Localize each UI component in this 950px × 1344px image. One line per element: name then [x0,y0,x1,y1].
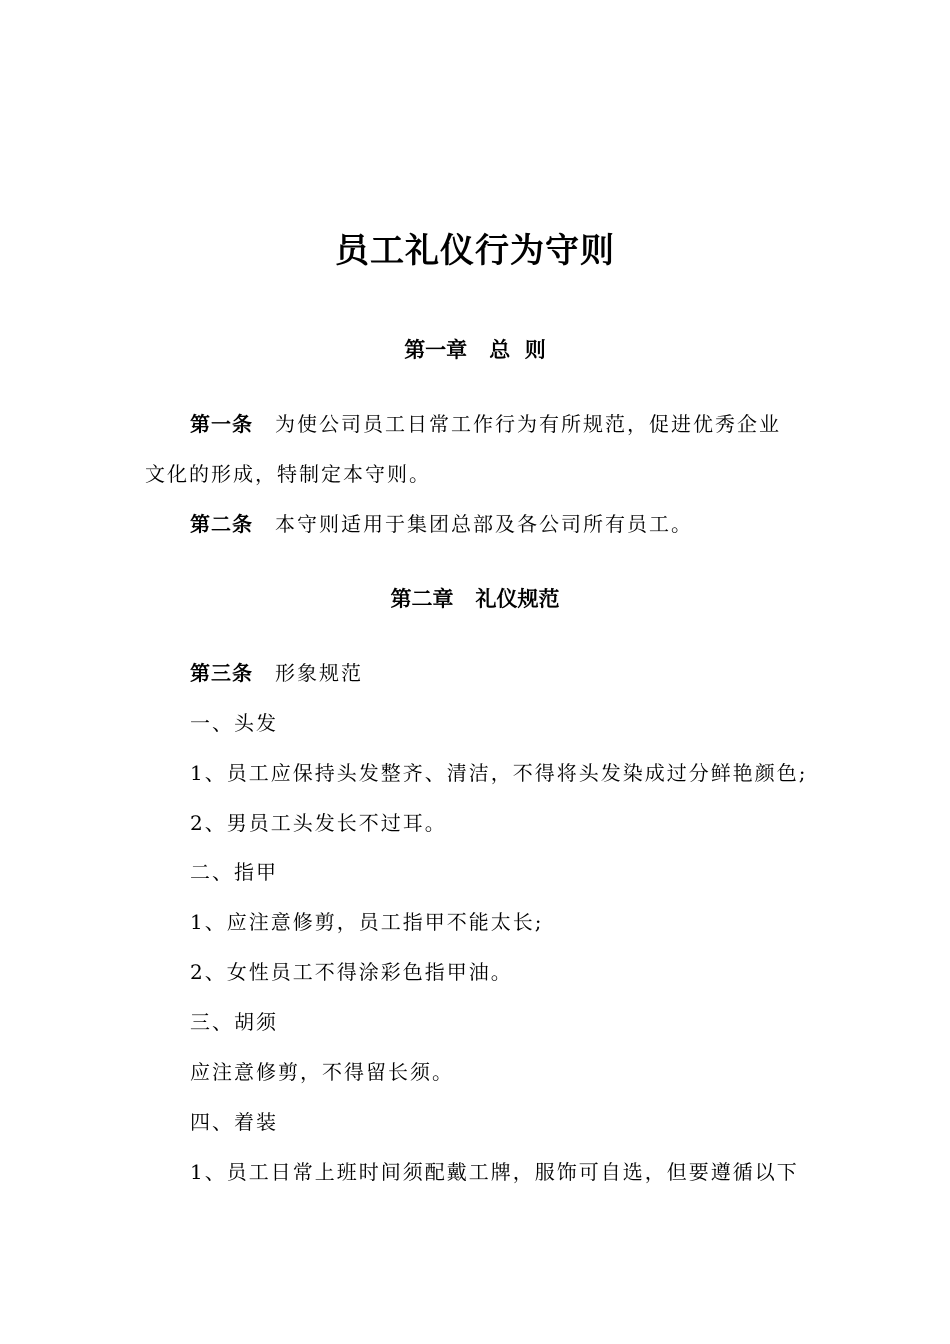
hair-rule-1: 1、员工应保持头发整齐、清洁，不得将头发染成过分鲜艳颜色; [190,761,808,785]
section-beard-heading: 三、胡须 [190,1010,278,1034]
article-3-text: 形象规范 [275,661,363,685]
nails-rule-2: 2、女性员工不得涂彩色指甲油。 [190,960,513,984]
nails-rule-1: 1、应注意修剪，员工指甲不能太长; [190,910,544,934]
beard-rule: 应注意修剪，不得留长须。 [190,1060,454,1084]
section-nails-heading: 二、指甲 [190,860,278,884]
article-2-number: 第二条 [190,512,253,536]
chapter-1-name: 总 则 [489,338,546,362]
attire-rule-1: 1、员工日常上班时间须配戴工牌，服饰可自选，但要遵循以下 [190,1160,799,1184]
article-2-text: 本守则适用于集团总部及各公司所有员工。 [275,512,693,536]
article-1-line-1 [190,409,781,439]
chapter-2-name: 礼仪规范 [475,587,560,611]
chapter-1-heading [0,335,950,365]
article-2 [190,509,693,539]
document-title: 员工礼仪行为守则 [335,231,615,271]
chapter-1-number: 第一章 [404,338,468,362]
article-3 [190,658,363,688]
article-3-number: 第三条 [190,661,253,685]
article-1-number: 第一条 [190,412,253,436]
chapter-2-heading [0,584,950,614]
section-hair-heading: 一、头发 [190,711,278,735]
chapter-2-number: 第二章 [390,587,454,611]
article-1-line-2: 文化的形成，特制定本守则。 [145,462,431,486]
section-attire-heading: 四、着装 [190,1110,278,1134]
hair-rule-2: 2、男员工头发长不过耳。 [190,811,447,835]
article-1-text-line-1: 为使公司员工日常工作行为有所规范，促进优秀企业 [275,412,781,436]
